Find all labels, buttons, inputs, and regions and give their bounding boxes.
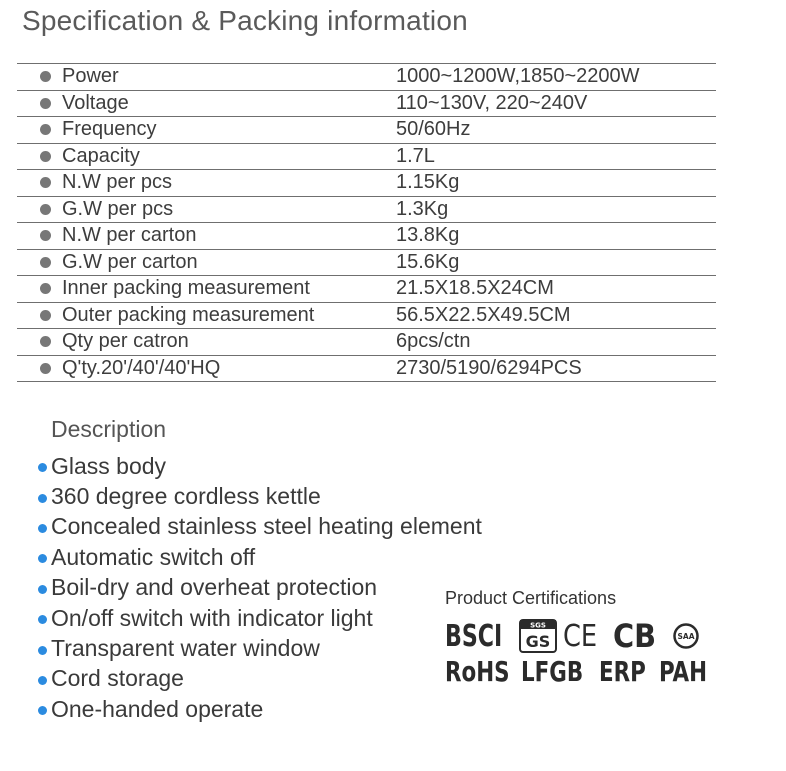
bullet-icon [40,98,51,109]
spec-value: 6pcs/ctn [396,330,471,352]
bullet-icon [40,310,51,321]
bullet-icon [38,494,47,503]
page-title: Specification & Packing information [22,5,468,36]
spec-row [17,90,716,117]
spec-value: 2730/5190/6294PCS [396,356,582,379]
cb-logo: CB [613,617,657,655]
saa-text: SAA [677,632,695,641]
bullet-icon [38,646,47,655]
list-item-text: One-handed operate [51,695,264,722]
spec-label: Capacity [62,144,140,167]
spec-row [17,275,716,302]
spec-value: 110~130V, 220~240V [396,91,588,114]
bullet-icon [38,463,47,472]
spec-value: 1000~1200W,1850~2200W [396,65,640,87]
description-heading: Description [51,416,167,442]
bullet-icon [38,524,47,533]
spec-label: Frequency [62,118,157,140]
bullet-icon [40,363,51,374]
spec-value: 1.3Kg [396,197,449,220]
bullet-icon [40,204,51,215]
list-item [38,542,482,572]
bullet-icon [38,585,47,594]
spec-label: Q'ty.20'/40'/40'HQ [62,356,221,379]
bullet-icon [40,336,51,347]
rohs-logo: RoHS [445,655,510,688]
spec-row [17,355,716,383]
spec-row [17,143,716,170]
list-item-text: Concealed stainless steel heating element [51,513,482,540]
bullet-icon [38,706,47,715]
bullet-icon [40,257,51,268]
erp-logo: ERP [599,655,646,688]
list-item [38,664,482,694]
list-item-text: Transparent water window [51,635,320,662]
bullet-icon [38,676,47,685]
spec-row [17,116,716,143]
bullet-icon [38,554,47,563]
spec-value: 1.15Kg [396,171,460,193]
spec-label: G.W per carton [62,250,198,273]
gs-logo-icon [519,619,557,653]
certification-logos-row-1 [445,617,699,655]
spec-label: Inner packing measurement [62,277,310,299]
spec-row [17,302,716,329]
spec-value: 56.5X22.5X49.5CM [396,303,571,326]
list-item [38,603,482,633]
saa-logo-icon [673,623,699,649]
spec-row [17,196,716,223]
spec-row [17,249,716,276]
gs-text: GS [525,632,551,651]
spec-row [17,169,716,196]
spec-label: Power [62,65,119,87]
ce-logo: CE [563,618,598,654]
gs-small-text: SGS [530,621,546,630]
bullet-icon [38,615,47,624]
bullet-icon [40,230,51,241]
list-item [38,481,482,511]
bullet-icon [40,71,51,82]
list-item-text: 360 degree cordless kettle [51,483,321,510]
list-item [38,512,482,542]
list-item [38,573,482,603]
list-item-text: Cord storage [51,665,184,692]
bullet-icon [40,177,51,188]
list-item-text: Glass body [51,452,167,479]
list-item-text: Automatic switch off [51,543,256,570]
list-item [38,633,482,663]
list-item-text: Boil-dry and overheat protection [51,574,378,601]
list-item [38,451,482,481]
bullet-icon [40,124,51,135]
certifications-heading: Product Certifications [445,588,617,608]
spec-value: 15.6Kg [396,250,460,273]
spec-row [17,222,716,249]
spec-label: Voltage [62,91,129,114]
spec-value: 1.7L [396,144,435,167]
spec-value: 13.8Kg [396,224,460,246]
spec-label: Outer packing measurement [62,303,315,326]
spec-value: 21.5X18.5X24CM [396,277,554,299]
bullet-icon [40,283,51,294]
list-item [38,694,482,724]
spec-table [17,63,716,382]
lfgb-logo: LFGB [521,655,584,688]
spec-label: N.W per carton [62,224,197,246]
certification-logos-row-2 [445,655,715,688]
bsci-logo: BSCI [445,618,503,654]
spec-row [17,63,716,90]
spec-label: G.W per pcs [62,197,174,220]
pah-logo: PAH [659,655,707,688]
spec-row [17,328,716,355]
description-list [38,451,482,725]
list-item-text: On/off switch with indicator light [51,604,373,631]
spec-label: Qty per catron [62,330,189,352]
bullet-icon [40,151,51,162]
spec-value: 50/60Hz [396,118,471,140]
spec-label: N.W per pcs [62,171,173,193]
